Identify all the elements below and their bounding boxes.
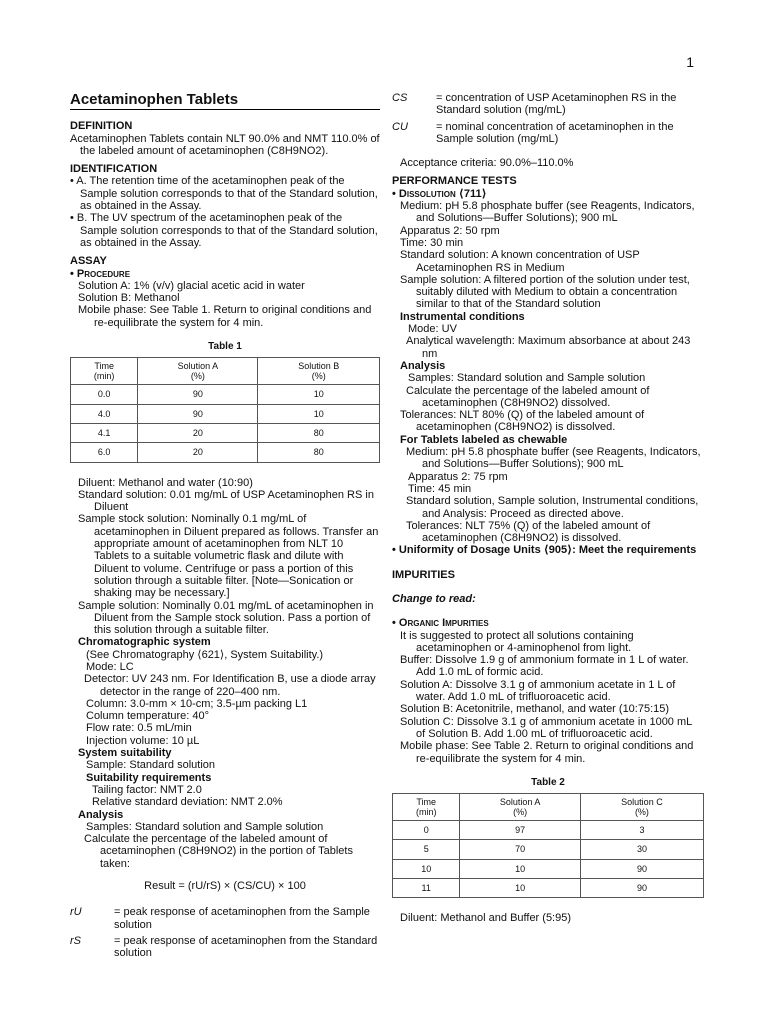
acceptance-criteria: Acceptance criteria: 90.0%–110.0% <box>400 157 574 170</box>
standard-solution: Standard solution: 0.01 mg/mL of USP Acetaminophen RS in Diluent <box>78 488 374 514</box>
instrumental-conditions: Instrumental conditions <box>400 310 525 323</box>
suitability-requirements: Suitability requirements <box>86 771 212 784</box>
left-column <box>70 90 380 960</box>
sample-solution: Sample solution: Nominally 0.01 mg/mL of acetaminophen in Diluent from the Sample stock solution. Pass a portion of this solution through a suitable filter. <box>78 599 374 637</box>
ru-variable: rU <box>70 906 82 919</box>
chromatography-reference: (See Chromatography ⟨621⟩, System Suitability.) <box>86 648 324 661</box>
table-header-line: Solution B <box>298 361 340 372</box>
table-header <box>138 358 258 385</box>
table-header-line: Solution C <box>621 797 663 808</box>
cs-text: = concentration of USP Acetaminophen RS in the Standard solution (mg/mL) <box>436 92 677 117</box>
analysis-samples: Samples: Standard solution and Sample solution <box>86 820 324 833</box>
table-row <box>71 423 380 442</box>
table1-title: Table 1 <box>208 341 242 353</box>
column-temperature: Column temperature: 40° <box>86 710 210 723</box>
table-row <box>71 443 380 462</box>
table-cell: 4.1 <box>71 423 138 442</box>
table-cell: 20 <box>138 443 258 462</box>
table-header-line: (min) <box>93 371 115 382</box>
chewable-medium: Medium: pH 5.8 phosphate buffer (see Reagents, Indicators, and Solutions—Buffer Solutions); 900 mL <box>406 446 701 471</box>
cu-text: = nominal concentration of acetaminophen in the Sample solution (mg/mL) <box>436 120 674 145</box>
chewable-tolerances: Tolerances: NLT 75% (Q) of the labeled amount of acetaminophen (C8H9NO2) is dissolved. <box>406 519 651 545</box>
table-row <box>393 879 704 898</box>
identification-heading: IDENTIFICATION <box>70 163 158 176</box>
dissolution: • Dissolution ⟨711⟩ <box>392 187 487 200</box>
table-cell: 30 <box>580 840 703 859</box>
chewable-heading: For Tablets labeled as chewable <box>400 433 568 446</box>
identification-a: • A. The retention time of the acetaminophen peak of the Sample solution corresponds to that of the Standard solution, as obtained in the Assay. <box>70 175 378 213</box>
sample-stock-solution: Sample stock solution: Nominally 0.1 mg/mL of acetaminophen in Diluent prepared as follows. Transfer an appropriate amount of acetaminophen from NLT 10 Tablets to a suitable volumetric flask and dilute with Diluent to volume. Centrifuge or pass a portion of this solution through a suitable filter. [Note—Sonication or shaking may be necessary.] <box>78 513 379 600</box>
right-column <box>392 90 704 925</box>
diluent: Diluent: Methanol and water (10:90) <box>78 476 253 489</box>
table-cell: 70 <box>460 840 580 859</box>
table-cell: 90 <box>138 404 258 423</box>
table-cell: 20 <box>138 423 258 442</box>
table-cell: 0 <box>393 821 460 840</box>
relative-standard-deviation: Relative standard deviation: NMT 2.0% <box>92 796 283 809</box>
dissolution-analysis: Analysis <box>400 359 446 372</box>
table-cell: 4.0 <box>71 404 138 423</box>
page-number: 1 <box>686 54 694 70</box>
definition-text: Acetaminophen Tablets contain NLT 90.0% and NMT 110.0% of the labeled amount of acetaminophen (C8H9NO2). <box>70 132 380 157</box>
table-header <box>393 794 460 821</box>
uniformity-dosage-units: • Uniformity of Dosage Units ⟨905⟩: Meet the requirements <box>392 544 697 557</box>
table-cell: 80 <box>258 443 380 462</box>
chewable-standard-solution: Standard solution, Sample solution, Instrumental conditions, and Analysis: Proceed as directed above. <box>406 495 699 520</box>
table-header <box>580 794 703 821</box>
assay-solution-b: Solution B: Methanol <box>78 292 180 305</box>
cs-variable: CS <box>392 92 408 104</box>
dissolution-sample-solution: Sample solution: A filtered portion of the solution under test, suitably diluted with Medium to obtain a concentration similar to that of the Standard solution <box>400 273 690 311</box>
ru-definition <box>70 906 380 931</box>
dissolution-calculate: Calculate the percentage of the labeled amount of acetaminophen (C8H9NO2) dissolved. <box>406 384 650 409</box>
analysis-heading: Analysis <box>78 808 124 821</box>
injection-volume: Injection volume: 10 µL <box>86 734 200 747</box>
table-cell: 0.0 <box>71 385 138 404</box>
table-header-line: (min) <box>415 807 437 818</box>
suitability-sample: Sample: Standard solution <box>86 759 216 772</box>
table-row <box>71 404 380 423</box>
system-suitability: System suitability <box>78 747 172 760</box>
dissolution-samples: Samples: Standard solution and Sample solution <box>408 372 646 385</box>
change-to-read: Change to read: <box>392 592 476 605</box>
impurities-solution-b: Solution B: Acetonitrile, methanol, and water (10:75:15) <box>400 703 670 716</box>
table-cell: 90 <box>138 385 258 404</box>
table-header <box>460 794 580 821</box>
table-cell: 90 <box>580 879 703 898</box>
table-header-line: Solution A <box>499 797 541 808</box>
table-cell: 10 <box>460 859 580 878</box>
chewable-time: Time: 45 min <box>408 482 472 495</box>
table2 <box>392 793 704 898</box>
ru-text: = peak response of acetaminophen from the Sample solution <box>114 906 370 931</box>
table-cell: 6.0 <box>71 443 138 462</box>
table-cell: 10 <box>460 879 580 898</box>
assay-solution-a: Solution A: 1% (v/v) glacial acetic acid in water <box>78 279 305 292</box>
rs-definition <box>70 935 380 960</box>
assay-heading: ASSAY <box>70 255 107 268</box>
table-header <box>71 358 138 385</box>
cu-variable: CU <box>392 120 408 133</box>
instrumental-mode: Mode: UV <box>408 323 457 336</box>
chewable-apparatus: Apparatus 2: 75 rpm <box>408 470 508 483</box>
mode: Mode: LC <box>86 660 134 673</box>
assay-mobile-phase: Mobile phase: See Table 1. Return to original conditions and re-equilibrate the system for 4 min. <box>78 304 372 329</box>
dissolution-time: Time: 30 min <box>400 236 464 249</box>
dissolution-apparatus: Apparatus 2: 50 rpm <box>400 224 500 237</box>
table-header-line: (%) <box>190 371 205 382</box>
performance-tests-heading: PERFORMANCE TESTS <box>392 175 517 188</box>
table-cell: 80 <box>258 423 380 442</box>
table-header-line: (%) <box>311 371 326 382</box>
table-header-line: Time <box>94 361 114 372</box>
table-cell: 10 <box>393 859 460 878</box>
table-cell: 90 <box>580 859 703 878</box>
document-title: Acetaminophen Tablets <box>70 94 380 110</box>
identification-b: • B. The UV spectrum of the acetaminophen peak of the Sample solution corresponds to that of the Standard solution, as obtained in the Assay. <box>70 212 378 249</box>
rs-variable: rS <box>70 934 81 947</box>
table-cell: 97 <box>460 821 580 840</box>
impurities-heading: IMPURITIES <box>392 568 455 581</box>
table-cell: 5 <box>393 840 460 859</box>
impurities-solution-c: Solution C: Dissolve 3.1 g of ammonium acetate in 1000 mL of Solution B. Add 1.00 mL of trifluoroacetic acid. <box>400 715 692 740</box>
detector: Detector: UV 243 nm. For Identification B, use a diode array detector in the range of 220–400 nm. <box>84 673 376 698</box>
table-row <box>71 385 380 404</box>
dissolution-tolerances: Tolerances: NLT 80% (Q) of the labeled amount of acetaminophen (C8H9NO2) is dissolved. <box>400 409 645 434</box>
table-header-line: Solution A <box>177 361 219 372</box>
impurities-solution-a: Solution A: Dissolve 3.1 g of ammonium acetate in 1 L of water. Add 1.0 mL of trifluoroacetic acid. <box>400 678 676 704</box>
cu-definition <box>392 121 704 146</box>
definition-heading: DEFINITION <box>70 120 133 133</box>
table-cell: 10 <box>258 404 380 423</box>
table-row <box>393 859 704 878</box>
table2-title: Table 2 <box>531 776 565 788</box>
flow-rate: Flow rate: 0.5 mL/min <box>86 722 192 735</box>
table-header <box>258 358 380 385</box>
impurities-diluent: Diluent: Methanol and Buffer (5:95) <box>400 912 572 925</box>
table-cell: 3 <box>580 821 703 840</box>
analytical-wavelength: Analytical wavelength: Maximum absorbance at about 243 nm <box>406 335 691 360</box>
table-row <box>393 821 704 840</box>
table-row <box>393 840 704 859</box>
organic-impurities: • Organic Impurities <box>392 617 489 630</box>
organic-impurities-text: It is suggested to protect all solutions containing acetaminophen or 4-aminophenol from light. <box>400 629 634 654</box>
chromatographic-system: Chromatographic system <box>78 636 211 649</box>
column: Column: 3.0-mm × 10-cm; 3.5-µm packing L1 <box>86 697 308 710</box>
table-header-line: (%) <box>634 807 649 818</box>
dissolution-standard-solution: Standard solution: A known concentration of USP Acetaminophen RS in Medium <box>400 249 640 274</box>
assay-procedure: • Procedure <box>70 267 131 280</box>
impurities-mobile-phase: Mobile phase: See Table 2. Return to original conditions and re-equilibrate the system for 4 min. <box>400 740 694 765</box>
table1 <box>70 357 380 462</box>
table-header-line: Time <box>416 797 437 808</box>
rs-text: = peak response of acetaminophen from the Standard solution <box>114 934 378 960</box>
tailing-factor: Tailing factor: NMT 2.0 <box>92 783 202 796</box>
dissolution-medium: Medium: pH 5.8 phosphate buffer (see Reagents, Indicators, and Solutions—Buffer Solutions); 900 mL <box>400 200 695 225</box>
analysis-calculate: Calculate the percentage of the labeled amount of acetaminophen (C8H9NO2) in the portion of Tablets taken: <box>84 833 353 870</box>
table-cell: 10 <box>258 385 380 404</box>
result-formula: Result = (rU/rS) × (CS/CU) × 100 <box>144 880 306 893</box>
buffer: Buffer: Dissolve 1.9 g of ammonium formate in 1 L of water. Add 1.0 mL of formic acid. <box>400 654 689 679</box>
table-cell: 11 <box>393 879 460 898</box>
cs-definition <box>392 92 704 117</box>
table-header-line: (%) <box>513 807 528 818</box>
